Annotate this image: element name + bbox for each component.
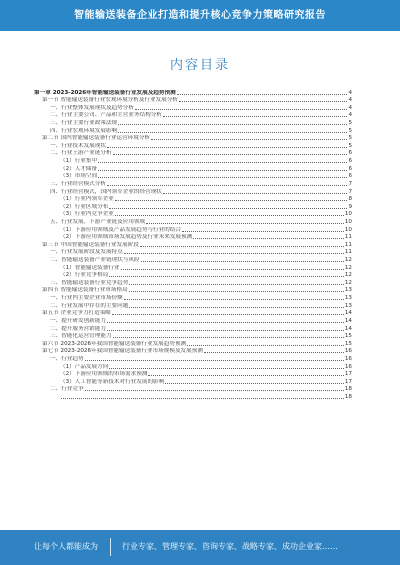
- footer-slogan-right: 行业专家、管理专家、咨询专家、战略专家、成功企业家……: [122, 542, 338, 551]
- toc-entry-title: 一、行业发展阶段及发展特点: [50, 249, 123, 256]
- toc-page-number: 6: [348, 165, 352, 172]
- toc-entry-title: 三、智能化运营管理能力: [50, 333, 112, 340]
- toc-entry[interactable]: [34, 188, 352, 196]
- toc-page-number: 4: [348, 112, 352, 119]
- toc-page-number: 12: [344, 264, 352, 271]
- toc-dot-leader: [98, 177, 347, 178]
- toc-entry[interactable]: [34, 218, 352, 226]
- toc-dot-leader: [115, 200, 348, 201]
- toc-entry-title: （3）市场空间: [60, 173, 98, 180]
- table-of-contents: [34, 89, 352, 401]
- toc-entry[interactable]: [34, 234, 352, 242]
- toc-entry[interactable]: [34, 135, 352, 143]
- toc-entry-title: （1）行业集中: [60, 158, 98, 165]
- toc-entry[interactable]: [34, 165, 352, 173]
- toc-entry[interactable]: [34, 348, 352, 356]
- toc-entry[interactable]: [34, 142, 352, 150]
- toc-page-number: 15: [344, 333, 352, 340]
- toc-dot-leader: [118, 124, 347, 125]
- toc-page-number: 5: [348, 142, 352, 149]
- footer-divider: [110, 538, 111, 556]
- toc-entry[interactable]: [34, 294, 352, 302]
- toc-entry[interactable]: [34, 226, 352, 234]
- toc-dot-leader: [187, 345, 344, 346]
- toc-dot-leader: [182, 231, 344, 232]
- toc-page-number: 12: [344, 272, 352, 279]
- header-banner: [0, 0, 400, 31]
- toc-page-number: 4: [348, 97, 352, 104]
- toc-page-number: 13: [344, 295, 352, 302]
- toc-entry[interactable]: [34, 272, 352, 280]
- toc-entry-title: 第六节 2023-2026年我国智能输送装备行业发展趋势预测: [42, 340, 187, 347]
- toc-page-number: 16: [344, 348, 352, 355]
- toc-dot-leader: [118, 132, 347, 133]
- toc-page-number: 12: [344, 257, 352, 264]
- toc-entry-title: 第七节 2023-2026年我国智能输送装备行业市场规模及发展预测: [42, 348, 203, 355]
- toc-entry[interactable]: [34, 256, 352, 264]
- toc-entry-title: 四、行业经营模式，国内领军企业的经营现状: [50, 188, 162, 195]
- footer-banner: [0, 530, 400, 565]
- toc-entry-title: （3）行业内竞争企业: [60, 211, 114, 218]
- toc-dot-leader: [148, 375, 343, 376]
- toc-entry[interactable]: [34, 211, 352, 219]
- toc-entry[interactable]: [34, 157, 352, 165]
- toc-page-number: 11: [344, 241, 352, 248]
- toc-entry-title: 二、行业竞争: [50, 386, 84, 393]
- toc-entry[interactable]: [34, 310, 352, 318]
- toc-entry[interactable]: [34, 112, 352, 120]
- toc-dot-leader: [98, 162, 347, 163]
- toc-dot-leader: [141, 261, 344, 262]
- toc-dot-leader: [61, 398, 344, 399]
- toc-dot-leader: [163, 193, 348, 194]
- toc-entry-title: 一、行业技术发展现状: [50, 142, 106, 149]
- toc-page-number: 5: [348, 120, 352, 127]
- toc-dot-leader: [107, 322, 344, 323]
- toc-entry-title: 二、行业上游产业链分析: [50, 150, 112, 157]
- toc-page-number: 17: [344, 371, 352, 378]
- toc-entry[interactable]: [34, 340, 352, 348]
- toc-page-number: 9: [348, 203, 352, 210]
- toc-page-number: 7: [348, 188, 352, 195]
- toc-entry-title: （1）产品发展方向: [60, 363, 109, 370]
- toc-entry[interactable]: [34, 119, 352, 127]
- toc-entry-title: 二、行业主要公司、产品和主营业务结构分析: [50, 112, 162, 119]
- toc-page-number: 18: [344, 393, 352, 400]
- toc-entry-title: 一、提升研发创新能力: [50, 317, 106, 324]
- toc-dot-leader: [85, 360, 344, 361]
- toc-entry[interactable]: [34, 333, 352, 341]
- toc-entry[interactable]: [34, 325, 352, 333]
- toc-dot-leader: [129, 284, 344, 285]
- toc-page-number: 4: [348, 89, 352, 96]
- toc-entry-title: （3）人工智能等新技术对行业发展的影响: [60, 378, 165, 385]
- toc-entry[interactable]: [34, 355, 352, 363]
- toc-page-number: 12: [344, 279, 352, 286]
- toc-entry-title: 一、行业内主要企业市场份额: [50, 295, 123, 302]
- toc-dot-leader: [179, 101, 347, 102]
- toc-entry[interactable]: [34, 363, 352, 371]
- toc-dot-leader: [165, 383, 344, 384]
- toc-entry-title: 三、行业主要行业政策法规: [50, 120, 118, 127]
- toc-dot-leader: [193, 238, 344, 239]
- toc-entry-title: （2）下游应用领域的市场需求预测: [60, 371, 148, 378]
- toc-entry-title: 五、行业发展、下游产业链及应用领域: [50, 218, 146, 225]
- toc-entry-title: （1）下游应用领域及产品发展趋势与行业的结合: [60, 226, 182, 233]
- toc-dot-leader: [121, 269, 344, 270]
- toc-entry[interactable]: [34, 180, 352, 188]
- toc-page-number: 5: [348, 127, 352, 134]
- toc-page-number: 13: [344, 287, 352, 294]
- toc-dot-leader: [135, 109, 348, 110]
- toc-entry-title: 第一节 智能输送装备行业宏观环境分析及行业发展分析: [42, 97, 179, 104]
- toc-page-number: 4: [348, 104, 352, 111]
- toc-dot-leader: [129, 291, 344, 292]
- toc-page-number: 13: [344, 302, 352, 309]
- toc-page-number: 5: [348, 135, 352, 142]
- toc-dot-leader: [113, 154, 348, 155]
- toc-entry[interactable]: [34, 249, 352, 257]
- toc-page-number: 18: [344, 386, 352, 393]
- toc-dot-leader: [115, 215, 344, 216]
- toc-page-number: 6: [348, 150, 352, 157]
- toc-entry-title: 二、行业发展中存在的主要问题: [50, 302, 129, 309]
- toc-page-number: 15: [344, 340, 352, 347]
- toc-entry[interactable]: [34, 150, 352, 158]
- toc-entry-title: （2）行业区域分布: [60, 203, 109, 210]
- toc-page-number: 17: [344, 378, 352, 385]
- toc-dot-leader: [113, 337, 344, 338]
- toc-entry-title: 第四节 智能输送装备行业市场格局: [42, 287, 128, 294]
- toc-entry-title: 一、行业整体发展现状及趋势分析: [50, 104, 134, 111]
- toc-dot-leader: [129, 307, 344, 308]
- report-title: 智能输送装备企业打造和提升核心竞争力策略研究报告: [74, 10, 326, 21]
- toc-entry[interactable]: [34, 203, 352, 211]
- toc-entry-title: （2）下游应用领域市场发展趋势及行业未来发展预测: [60, 234, 193, 241]
- toc-dot-leader: [98, 170, 347, 171]
- toc-entry-title: （2）人才储备: [60, 165, 98, 172]
- toc-entry-title: 第一章 2023-2026年智能输送装备行业发展及趋势预测: [34, 89, 176, 96]
- toc-page-number: 6: [348, 173, 352, 180]
- toc-page-number: 10: [344, 226, 352, 233]
- toc-dot-leader: [107, 330, 344, 331]
- toc-page-number: 14: [344, 325, 352, 332]
- toc-entry[interactable]: [34, 378, 352, 386]
- toc-entry-title: （2）行业竞争格局: [60, 272, 109, 279]
- toc-entry-title: 二、提升服务营销能力: [50, 325, 106, 332]
- toc-dot-leader: [107, 147, 347, 148]
- toc-dot-leader: [124, 299, 344, 300]
- toc-entry[interactable]: [34, 302, 352, 310]
- toc-dot-leader: [109, 276, 344, 277]
- toc-page-number: 16: [344, 355, 352, 362]
- toc-entry[interactable]: [34, 104, 352, 112]
- toc-entry[interactable]: [34, 127, 352, 135]
- toc-entry[interactable]: [34, 264, 352, 272]
- toc-dot-leader: [112, 314, 344, 315]
- toc-dot-leader: [109, 368, 344, 369]
- toc-entry-title: 第二节 国内智能输送装备行业运营环境分析: [42, 135, 151, 142]
- toc-dot-leader: [107, 185, 347, 186]
- toc-entry-title: 第五节 企业竞争力打造策略: [42, 310, 111, 317]
- toc-dot-leader: [124, 253, 344, 254]
- toc-dot-leader: [163, 116, 348, 117]
- toc-entry-title: 第三节 中国智能输送装备行业发展阶段: [42, 241, 139, 248]
- toc-entry[interactable]: [34, 393, 352, 401]
- toc-page-number: 7: [348, 180, 352, 187]
- toc-entry[interactable]: [34, 89, 352, 97]
- toc-page-number: 10: [344, 211, 352, 218]
- toc-dot-leader: [151, 139, 347, 140]
- toc-page-number: 8: [348, 196, 352, 203]
- toc-page-number: 10: [344, 218, 352, 225]
- toc-entry[interactable]: [34, 173, 352, 181]
- toc-dot-leader: [109, 208, 347, 209]
- toc-page-number: 14: [344, 310, 352, 317]
- toc-entry-title: 三、智能输送装备行业竞争趋势: [50, 279, 129, 286]
- toc-entry-title: 二、智能输送装备产业链现状与风险: [50, 257, 140, 264]
- toc-entry[interactable]: [34, 317, 352, 325]
- toc-heading: 内容目录: [169, 58, 230, 73]
- toc-entry[interactable]: [34, 287, 352, 295]
- toc-dot-leader: [140, 246, 344, 247]
- toc-dot-leader: [177, 94, 348, 95]
- toc-entry[interactable]: [34, 241, 352, 249]
- toc-page-number: 11: [344, 249, 352, 256]
- toc-page-number: 14: [344, 317, 352, 324]
- toc-entry[interactable]: [34, 371, 352, 379]
- toc-entry-title: 三、行业经营模式分析: [50, 180, 106, 187]
- toc-page-number: 16: [344, 363, 352, 370]
- toc-page-number: 6: [348, 158, 352, 165]
- toc-entry[interactable]: [34, 97, 352, 105]
- toc-dot-leader: [204, 352, 344, 353]
- toc-dot-leader: [146, 223, 344, 224]
- toc-entry-title: （1）行业内领军企业: [60, 196, 114, 203]
- footer-slogan-left: 让每个人都能成为: [34, 542, 98, 551]
- toc-page-number: 11: [344, 234, 352, 241]
- toc-dot-leader: [85, 390, 344, 391]
- toc-entry-title: 四、行业宏观环境发展影响: [50, 127, 118, 134]
- toc-entry[interactable]: [34, 279, 352, 287]
- toc-entry-title: 一、行业趋势: [50, 355, 84, 362]
- toc-entry[interactable]: [34, 386, 352, 394]
- toc-entry-title: （1）智能输送装备行业: [60, 264, 120, 271]
- toc-entry[interactable]: [34, 196, 352, 204]
